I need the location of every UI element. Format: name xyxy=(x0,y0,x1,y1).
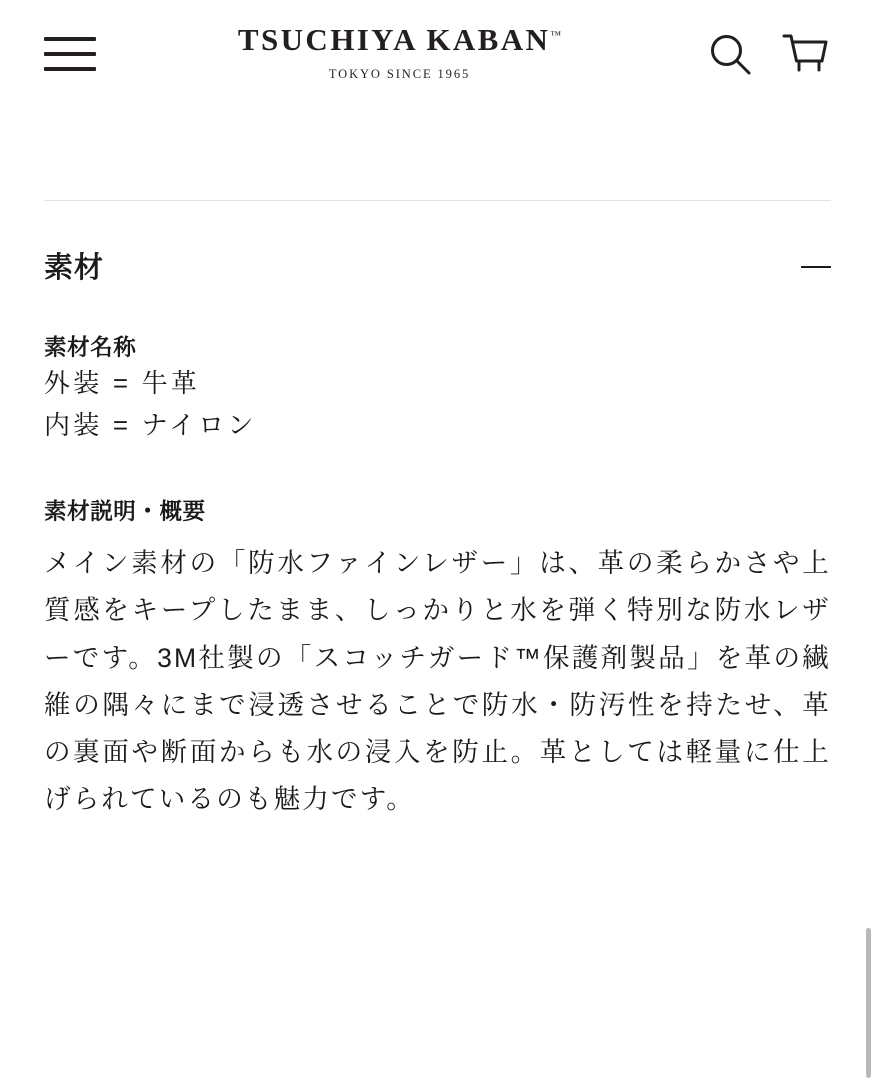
material-name-label: 素材名称 xyxy=(44,335,137,360)
material-description-text: メイン素材の「防水ファインレザー」は、革の柔らかさや上質感をキープしたまま、しっかりと水を弾く特別な防水レザーです。3M社製の「スコッチガード™保護剤製品」を革の繊維の隅々にまで浸透させることで防水・防汚性を持たせ、革の裏面や断面からも水の浸入を防止。革としては軽量に仕上げられているのも魅力です。 xyxy=(44,548,831,814)
brand-tagline: TOKYO SINCE 1965 xyxy=(328,67,471,81)
material-spec-row: 内装 = ナイロン xyxy=(44,410,257,441)
material-description-label: 素材説明・概要 xyxy=(44,499,206,525)
header-icon-group xyxy=(707,31,831,77)
hamburger-menu-icon[interactable] xyxy=(44,37,96,71)
material-spec-row: 外装 = 牛革 xyxy=(44,368,201,398)
trademark-icon: ™ xyxy=(550,29,562,42)
hamburger-bar xyxy=(44,67,96,71)
brand-name-text: TSUCHIYA KABAN xyxy=(237,22,551,57)
section-title: 素材 xyxy=(44,252,105,284)
search-icon[interactable] xyxy=(707,31,753,77)
accordion-collapse-icon[interactable] xyxy=(801,251,831,281)
hamburger-bar xyxy=(44,52,96,56)
hamburger-bar xyxy=(44,37,96,41)
site-header xyxy=(0,0,875,108)
brand-logo[interactable] xyxy=(102,22,697,82)
scrollbar-thumb[interactable] xyxy=(866,928,871,1078)
page-scrollbar[interactable] xyxy=(865,0,871,1080)
brand-name xyxy=(238,22,561,58)
material-content xyxy=(0,330,875,823)
accordion-header-material[interactable] xyxy=(0,201,875,286)
shopping-cart-icon[interactable] xyxy=(781,31,831,77)
